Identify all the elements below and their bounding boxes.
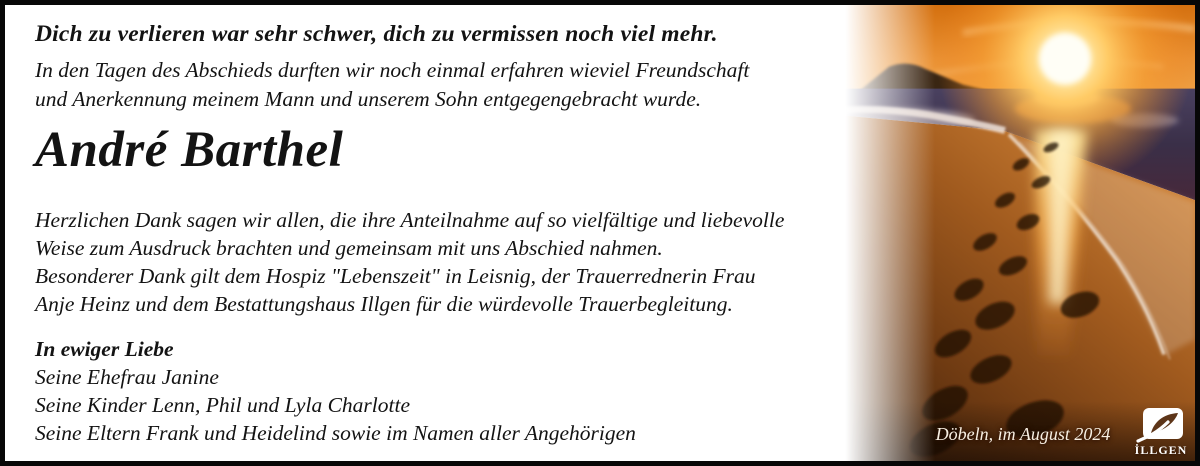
- intro-line: In den Tagen des Abschieds durften wir noch einmal erfahren wieviel Freundschaft: [35, 58, 750, 82]
- deceased-name: André Barthel: [35, 122, 344, 178]
- leaf-swoosh-icon: [1137, 407, 1185, 443]
- logo-wordmark: İLLGEN: [1134, 443, 1188, 457]
- beach-sunset-photo: [823, 5, 1195, 461]
- mourner-line: Seine Kinder Lenn, Phil und Lyla Charlotte: [35, 393, 410, 417]
- closing-salutation: In ewiger Liebe: [35, 337, 174, 361]
- thanks-line: Besonderer Dank gilt dem Hospiz "Lebenszeit" in Leisnig, der Trauerrednerin Frau: [35, 264, 756, 288]
- thanks-line: Herzlichen Dank sagen wir allen, die ihre Anteilnahme auf so vielfältige und liebevolle: [35, 208, 785, 232]
- headline-quote: Dich zu verlieren war sehr schwer, dich zu vermissen noch viel mehr.: [35, 21, 718, 47]
- beach-scene-graphic: [823, 5, 1195, 461]
- sun-core: [1039, 33, 1091, 85]
- mourner-line: Seine Eltern Frank und Heidelind sowie im Namen aller Angehörigen: [35, 421, 636, 445]
- thanks-paragraph: [35, 206, 784, 318]
- dateline: Döbeln, im August 2024: [935, 424, 1111, 444]
- illgen-logo: [1126, 407, 1196, 458]
- mourner-line: Seine Ehefrau Janine: [35, 365, 219, 389]
- thanks-line: Anje Heinz und dem Bestattungshaus Illgen für die würdevolle Trauerbegleitung.: [35, 292, 733, 316]
- intro-line: und Anerkennung meinem Mann und unserem Sohn entgegengebracht wurde.: [35, 87, 702, 111]
- intro-paragraph: [35, 56, 749, 114]
- left-fade: [823, 5, 935, 461]
- closing-block: [35, 335, 636, 447]
- thanks-line: Weise zum Ausdruck brachten und gemeinsam mit uns Abschied nahmen.: [35, 236, 663, 260]
